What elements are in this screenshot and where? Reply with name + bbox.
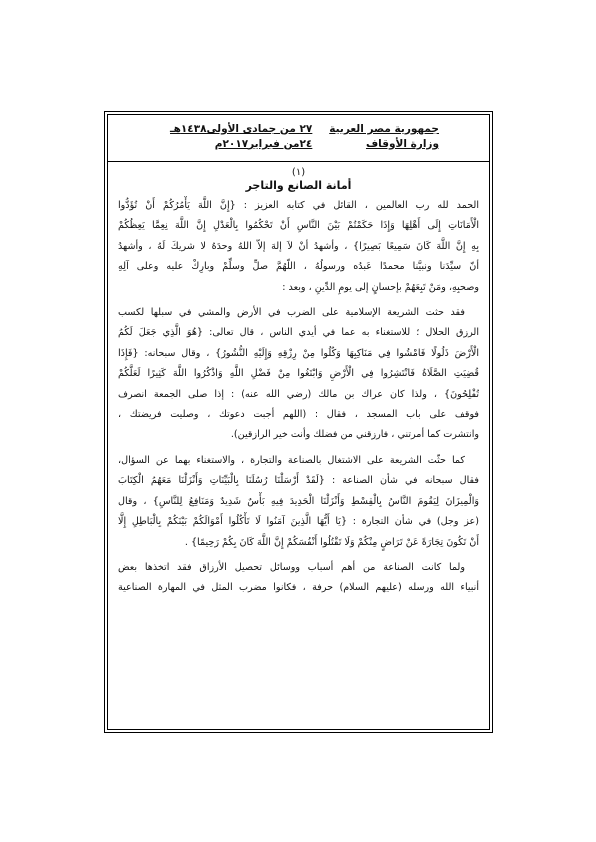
hijri-date: ٢٧ من جمادى الأولى١٤٣٨هـ	[170, 123, 313, 135]
section-number: (١)	[291, 167, 306, 178]
paragraph-line: الحمد لله رب العالمين ، القائل في كتابه العزيز : {إِنَّ اللَّهَ يَأْمُرُكُمْ أَنْ تُؤَدُّوا	[118, 200, 479, 211]
paragraph-line: أنبياء الله ورسله (عليهم السلام) حرفة ، فكانوا مضرب المثل في المهارة الصناعية	[118, 582, 479, 594]
paragraph-industry-trade	[118, 451, 479, 553]
paragraph-line: الْأَمَانَاتِ إِلَى أَهْلِهَا وَإِذَا حَكَمْتُمْ بَيْنَ النَّاسِ أَنْ تَحْكُمُوا بِالْعَدْلِ إِنَّ اللَّهَ نِعِمَّا يَعِظُكُمْ	[118, 220, 479, 232]
paragraph-intro	[118, 196, 479, 298]
republic-name: جمهورية مصر العربية	[329, 123, 439, 135]
paragraph-prophets	[118, 558, 479, 599]
paragraph-line: فوقف على باب المسجد ، فقال : (اللهم أجبت دعوتك ، وصليت فريضتك ،	[118, 409, 479, 421]
page-frame-inner	[107, 114, 490, 730]
paragraph-line: أنّ سيِّدَنا ونبيَّنا محمدًا عَبدُه ورسولُهُ ، اللّهُمَّ صلِّ وسلِّمْ وبارِكْ عليه وعلى آلِهِ	[118, 261, 479, 273]
ministry-name: وزارة الأوقاف	[365, 138, 439, 150]
paragraph-line: أَنْ تَكُونَ تِجَارَةً عَنْ تَرَاضٍ مِنْكُمْ وَلَا تَقْتُلُوا أَنْفُسَكُمْ إِنَّ اللَّهَ كَانَ بِكُمْ رَحِيمًا} .	[184, 536, 479, 548]
document-header	[108, 115, 489, 162]
paragraph-line: كما حثّت الشريعة على الاشتغال بالصناعة والتجارة ، والاستغناء بهما عن السؤال،	[118, 454, 465, 466]
paragraph-line: وصحبِهِ، ومَنْ تَبِعَهُمْ بإحسانٍ إلى يومِ الدِّينِ ، وبعد :	[282, 281, 479, 293]
header-dates	[170, 122, 312, 152]
paragraph-line: بِهِ إِنَّ اللَّهَ كَانَ سَمِيعًا بَصِيرًا} ، وأشهدُ أنْ لاَ إلهَ إلاّ اللهُ وحدَهُ لا شريكَ لَهُ ، وأشهدُ	[118, 240, 479, 252]
paragraph-line: تُفْلِحُونَ} ، ولذا كان عراك بن مالك (رضي الله عنه) : إذا صلى الجمعة انصرف	[118, 388, 479, 400]
gregorian-date: ٢٤من فبراير٢٠١٧م	[214, 138, 313, 150]
paragraph-line: وانتشرت كما أمرتني ، فارزقني من فضلك وأنت خير الرازقين).	[230, 429, 479, 441]
paragraph-line: فقد حثت الشريعة الإسلامية على الضرب في الأرض والمشي في سبلها لكسب	[118, 307, 465, 319]
paragraph-line: (عز وجل) في شأن التجارة : {يَا أَيُّهَا الَّذِينَ آمَنُوا لَا تَأْكُلُوا أَمْوَالَكُمْ بَيْنَكُمْ بِالْبَاطِلِ إِلَّا	[118, 516, 479, 528]
paragraph-line: ولما كانت الصناعة من أهم أسباب ووسائل تحصيل الأرزاق فقد اتخذها بعض	[118, 561, 465, 573]
paragraph-line: فقال سبحانه في شأن الصناعة : {لَقَدْ أَرْسَلْنَا رُسُلَنَا بِالْبَيِّنَاتِ وَأَنْزَلْنَا مَعَهُمُ الْكِتَابَ	[118, 475, 479, 487]
document-body	[118, 167, 479, 604]
paragraph-line: الْأَرْضَ ذَلُولًا فَامْشُوا فِي مَنَاكِبِهَا وَكُلُوا مِنْ رِزْقِهِ وَإِلَيْهِ النُّشُورُ} ، وقال سبحانه: {فَإِذَا	[118, 347, 479, 359]
header-issuer	[329, 122, 439, 152]
section-title: أمانة الصانع والتاجر	[245, 179, 352, 192]
paragraph-line: وَالْمِيزَانَ لِيَقُومَ النَّاسُ بِالْقِسْطِ وَأَنْزَلْنَا الْحَدِيدَ فِيهِ بَأْسٌ شَدِيدٌ وَمَنَافِعُ لِلنَّاسِ} ، وقال	[118, 495, 479, 507]
paragraph-line: قُضِيَتِ الصَّلَاةُ فَانْتَشِرُوا فِي الْأَرْضِ وَابْتَغُوا مِنْ فَضْلِ اللَّهِ وَاذْكُرُوا اللَّهَ كَثِيرًا لَعَلَّكُمْ	[118, 368, 479, 380]
paragraph-earning	[118, 303, 479, 446]
paragraph-line: الرزق الحلال ؛ للاستغناء به عما في أيدي الناس ، قال تعالى: {هُوَ الَّذِي جَعَلَ لَكُمُ	[118, 327, 479, 339]
page-frame	[104, 111, 493, 733]
